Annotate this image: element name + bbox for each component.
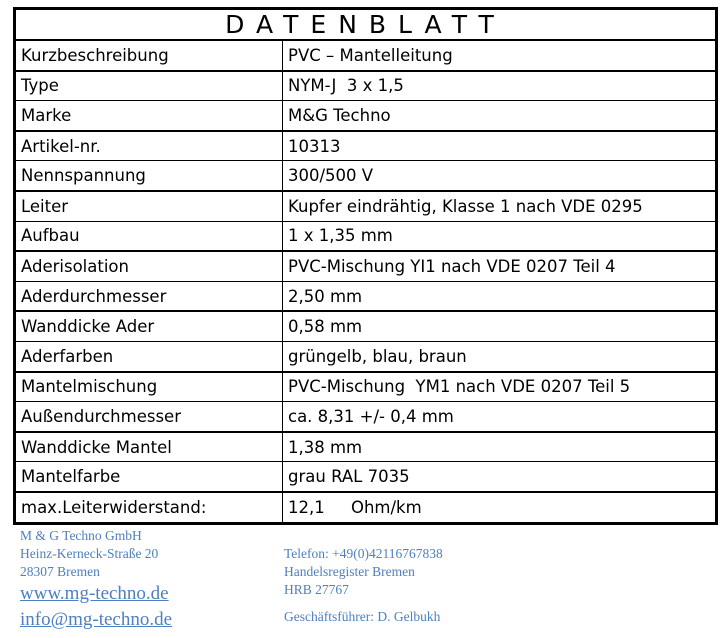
spec-label: Artikel-nr. — [15, 131, 283, 161]
table-row — [15, 372, 717, 402]
table-row — [15, 462, 717, 492]
spec-value: Kupfer eindrähtig, Klasse 1 nach VDE 0295 — [283, 191, 717, 221]
table-row — [15, 402, 717, 432]
table-row — [15, 41, 717, 71]
spec-value: 12,1 Ohm/km — [283, 492, 717, 523]
spec-label: Leiter — [15, 191, 283, 221]
datasheet — [13, 7, 718, 525]
spec-value: 300/500 V — [283, 161, 717, 191]
spec-label: Wanddicke Mantel — [15, 432, 283, 462]
table-row — [15, 71, 717, 101]
spec-label: Aufbau — [15, 221, 283, 251]
spec-value: 10313 — [283, 131, 717, 161]
company-hrb: HRB 27767 — [284, 582, 349, 597]
spec-label: Aderisolation — [15, 251, 283, 281]
website-link[interactable]: www.mg-techno.de — [20, 583, 169, 604]
table-row — [15, 251, 717, 281]
spec-value: 1 x 1,35 mm — [283, 221, 717, 251]
table-row — [15, 492, 717, 523]
company-register: Handelsregister Bremen — [284, 564, 415, 579]
table-row — [15, 311, 717, 341]
table-row — [15, 221, 717, 251]
spec-label: Aderfarben — [15, 341, 283, 371]
spec-label: max.Leiterwiderstand: — [15, 492, 283, 523]
spec-value: M&G Techno — [283, 101, 717, 131]
company-city: 28307 Bremen — [20, 564, 100, 579]
table-row — [15, 131, 717, 161]
datasheet-title: DATENBLATT — [13, 7, 718, 40]
spec-label: Außendurchmesser — [15, 402, 283, 432]
table-row — [15, 161, 717, 191]
company-name: M & G Techno GmbH — [20, 528, 142, 543]
spec-value: PVC-Mischung YM1 nach VDE 0207 Teil 5 — [283, 372, 717, 402]
table-row — [15, 281, 717, 311]
spec-value: 1,38 mm — [283, 432, 717, 462]
spec-value: grau RAL 7035 — [283, 462, 717, 492]
spec-value: grüngelb, blau, braun — [283, 341, 717, 371]
spec-label: Kurzbeschreibung — [15, 41, 283, 71]
company-footer — [0, 520, 720, 638]
spec-value: PVC – Mantelleitung — [283, 41, 717, 71]
company-phone: Telefon: +49(0)42116767838 — [284, 546, 443, 561]
spec-table — [13, 40, 718, 525]
table-row — [15, 432, 717, 462]
spec-label: Type — [15, 71, 283, 101]
spec-label: Aderdurchmesser — [15, 281, 283, 311]
spec-value: ca. 8,31 +/- 0,4 mm — [283, 402, 717, 432]
table-row — [15, 101, 717, 131]
spec-label: Wanddicke Ader — [15, 311, 283, 341]
table-row — [15, 191, 717, 221]
company-ceo: Geschäftsführer: D. Gelbukh — [284, 609, 441, 624]
spec-value: 2,50 mm — [283, 281, 717, 311]
spec-label: Mantelfarbe — [15, 462, 283, 492]
email-link[interactable]: info@mg-techno.de — [20, 609, 173, 630]
table-row — [15, 341, 717, 371]
company-street: Heinz-Kerneck-Straße 20 — [20, 546, 159, 561]
spec-value: NYM-J 3 x 1,5 — [283, 71, 717, 101]
spec-label: Marke — [15, 101, 283, 131]
spec-value: 0,58 mm — [283, 311, 717, 341]
spec-value: PVC-Mischung YI1 nach VDE 0207 Teil 4 — [283, 251, 717, 281]
spec-label: Mantelmischung — [15, 372, 283, 402]
spec-label: Nennspannung — [15, 161, 283, 191]
